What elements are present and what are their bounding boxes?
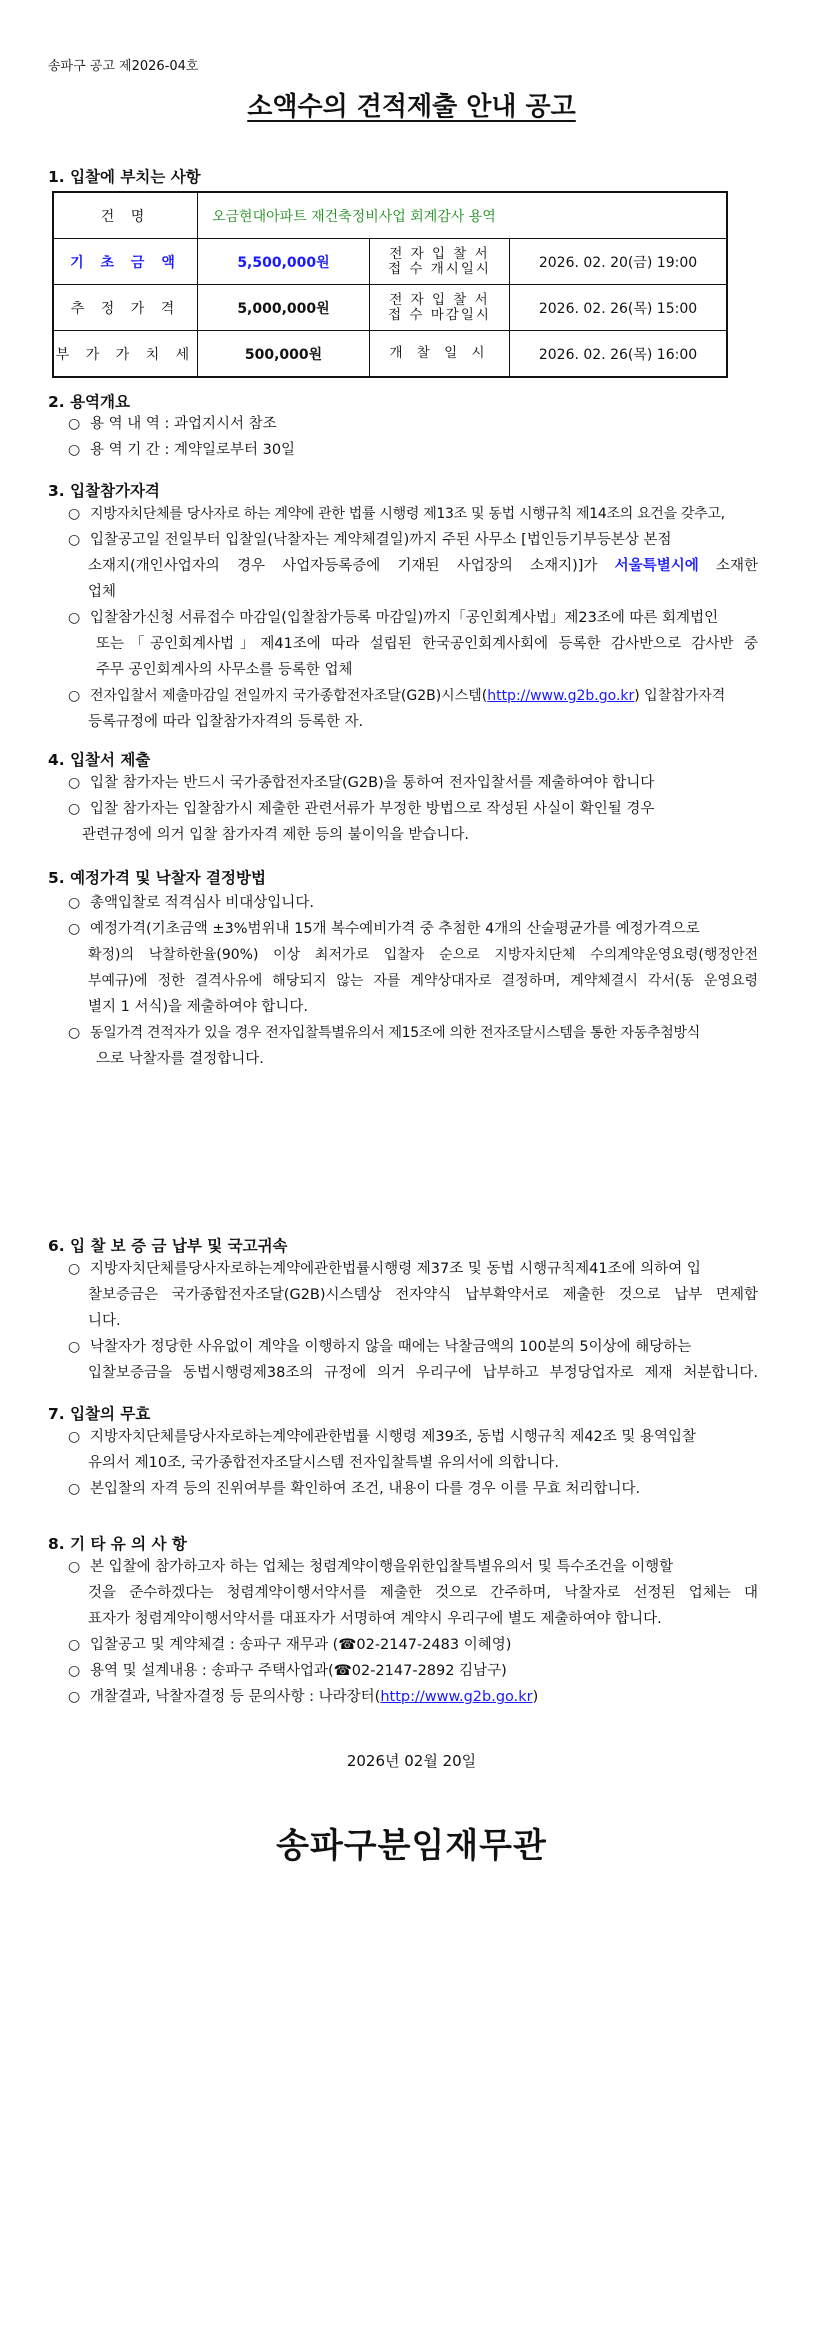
g2b-link[interactable]: http://www.g2b.go.kr	[380, 1689, 533, 1705]
section-heading-5: 5. 예정가격 및 낙찰자 결정방법	[48, 869, 266, 887]
list-item: ○ 동일가격 견적자가 있을 경우 전자입찰특별유의서 제15조에 의한 전자조달시스템을 통한 자동추첨방식	[68, 1025, 700, 1041]
list-item: ○ 지방자치단체를당사자로하는계약에관한법률 시행령 제39조, 동법 시행규칙 제42조 및 용역입찰	[68, 1429, 697, 1445]
est-price-label: 추 정 가 격	[53, 285, 198, 331]
open-date-label: 전 자 입 찰 서 접 수 개시일시	[370, 239, 510, 285]
list-item: ○ 입찰공고일 전일부터 입찰일(낙찰자는 계약체결일)까지 주된 사무소 [법인등기부등본상 본점	[68, 532, 672, 548]
list-item-cont: 소재지(개인사업자의 경우 사업자등록증에 기재된 사업장의 소재지)]가 서울특별시에 소재한	[88, 558, 758, 574]
section-heading-6: 6. 입 찰 보 증 금 납부 및 국고귀속	[48, 1237, 288, 1255]
list-item-cont: 것을 준수하겠다는 청렴계약이행서약서를 제출한 것으로 간주하며, 낙찰자로 선정된 업체는 대	[88, 1585, 758, 1601]
list-item-cont: 입찰보증금을 동법시행령제38조의 규정에 의거 우리구에 납부하고 부정당업자로 제재 처분합니다.	[88, 1365, 758, 1381]
section-heading-8: 8. 기 타 유 의 사 항	[48, 1535, 187, 1553]
list-item: ○ 입찰 참가자는 반드시 국가종합전자조달(G2B)을 통하여 전자입찰서를 제출하여야 합니다	[68, 775, 655, 791]
table-row	[53, 192, 727, 239]
list-item: ○ 용 역 기 간 : 계약일로부터 30일	[68, 442, 296, 458]
notice-date: 2026년 02월 20일	[346, 1752, 477, 1770]
list-item-cont: 관련규정에 의거 입찰 참가자격 제한 등의 불이익을 받습니다.	[82, 827, 470, 843]
list-item: ○ 예정가격(기초금액 ±3%범위내 15개 복수예비가격 중 추첨한 4개의 산술평균가를 예정가격으로	[68, 921, 700, 937]
list-item: ○ 용 역 내 역 : 과업지시서 참조	[68, 416, 277, 432]
list-item: ○ 입찰 참가자는 입찰참가시 제출한 관련서류가 부정한 방법으로 작성된 사실이 확인될 경우	[68, 801, 655, 817]
notice-number: 송파구 공고 제2026-04호	[48, 59, 199, 74]
base-price-label: 기 초 금 액	[53, 239, 198, 285]
list-item-cont: 니다.	[88, 1313, 121, 1329]
list-item: ○ 전자입찰서 제출마감일 전일까지 국가종합전자조달(G2B)시스템(http://www.g2b.go.kr) 입찰참가자격	[68, 688, 726, 704]
list-item: ○ 본 입찰에 참가하고자 하는 업체는 청렴계약이행을위한입찰특별유의서 및 특수조건을 이행할	[68, 1559, 674, 1575]
list-item: ○ 입찰공고 및 계약체결 : 송파구 재무과 (☎02-2147-2483 이혜영)	[68, 1637, 512, 1653]
page-title: 소액수의 견적제출 안내 공고	[247, 92, 576, 122]
close-date-label: 전 자 입 찰 서 접 수 마감일시	[370, 285, 510, 331]
opening-label: 개 찰 일 시	[370, 331, 510, 378]
list-item-cont: 업체	[88, 584, 117, 600]
list-item: ○ 낙찰자가 정당한 사유없이 계약을 이행하지 않을 때에는 낙찰금액의 100분의 5이상에 해당하는	[68, 1339, 692, 1355]
list-item-cont: 표자가 청렴계약이행서약서를 대표자가 서명하여 계약시 우리구에 별도 제출하여야 합니다.	[88, 1611, 662, 1627]
section-heading-1: 1. 입찰에 부치는 사항	[48, 168, 201, 186]
list-item-cont: 또는「공인회계사법」제41조에 따라 설립된 한국공인회계사회에 등록한 감사반으로 감사반 중	[96, 636, 758, 652]
signature: 송파구분임재무관	[276, 1826, 547, 1866]
list-item-cont: 별지 1 서식)을 제출하여야 합니다.	[88, 999, 309, 1015]
vat-value: 500,000원	[198, 331, 370, 378]
close-date-value: 2026. 02. 26(목) 15:00	[510, 285, 728, 331]
list-item: ○ 입찰참가신청 서류접수 마감일(입찰참가등록 마감일)까지「공인회계사법」제23조에 따른 회계법인	[68, 610, 719, 626]
section-heading-3: 3. 입찰참가자격	[48, 482, 160, 500]
list-item: ○ 개찰결과, 낙찰자결정 등 문의사항 : 나라장터(http://www.g2b.go.kr)	[68, 1689, 539, 1705]
bid-info-table	[52, 191, 728, 378]
list-item-cont: 찰보증금은 국가종합전자조달(G2B)시스템상 전자약식 납부확약서로 제출한 것으로 납부 면제합	[88, 1287, 758, 1303]
list-item-cont: 유의서 제10조, 국가종합전자조달시스템 전자입찰특별 유의서에 의합니다.	[88, 1455, 559, 1471]
table-row	[53, 239, 727, 285]
list-item: ○ 본입찰의 자격 등의 진위여부를 확인하여 조건, 내용이 다를 경우 이를 무효 처리합니다.	[68, 1481, 641, 1497]
table-row	[53, 331, 727, 378]
open-date-value: 2026. 02. 20(금) 19:00	[510, 239, 728, 285]
est-price-value: 5,000,000원	[198, 285, 370, 331]
g2b-link[interactable]: http://www.g2b.go.kr	[487, 688, 635, 704]
section-heading-7: 7. 입찰의 무효	[48, 1405, 151, 1423]
name-label: 건 명	[53, 192, 198, 239]
list-item: ○ 용역 및 설계내용 : 송파구 주택사업과(☎02-2147-2892 김남구)	[68, 1663, 507, 1679]
list-item-cont: 확정)의 낙찰하한율(90%) 이상 최저가로 입찰자 순으로 지방자치단체 수의계약운영요령(행정안전	[88, 947, 758, 963]
list-item-cont: 주무 공인회계사의 사무소를 등록한 업체	[96, 662, 353, 678]
list-item-cont: 으로 낙찰자를 결정합니다.	[96, 1051, 264, 1067]
base-price-value: 5,500,000원	[198, 239, 370, 285]
opening-value: 2026. 02. 26(목) 16:00	[510, 331, 728, 378]
list-item-cont: 부예규)에 정한 결격사유에 해당되지 않는 자를 계약상대자로 결정하며, 계약체결시 각서(동 운영요령	[88, 973, 758, 989]
section-heading-2: 2. 용역개요	[48, 393, 130, 411]
section-heading-4: 4. 입찰서 제출	[48, 751, 151, 769]
list-item: ○ 총액입찰로 적격심사 비대상입니다.	[68, 895, 314, 911]
list-item-cont: 등록규정에 따라 입찰참가자격의 등록한 자.	[88, 714, 364, 730]
list-item: ○ 지방자치단체를 당사자로 하는 계약에 관한 법률 시행령 제13조 및 동법 시행규칙 제14조의 요건을 갖추고,	[68, 506, 725, 522]
name-value: 오금현대아파트 재건축정비사업 회계감사 용역	[198, 192, 728, 239]
vat-label: 부 가 가 치 세	[53, 331, 198, 378]
list-item: ○ 지방자치단체를당사자로하는계약에관한법률시행령 제37조 및 동법 시행규칙제41조에 의하여 입	[68, 1261, 701, 1277]
table-row	[53, 285, 727, 331]
